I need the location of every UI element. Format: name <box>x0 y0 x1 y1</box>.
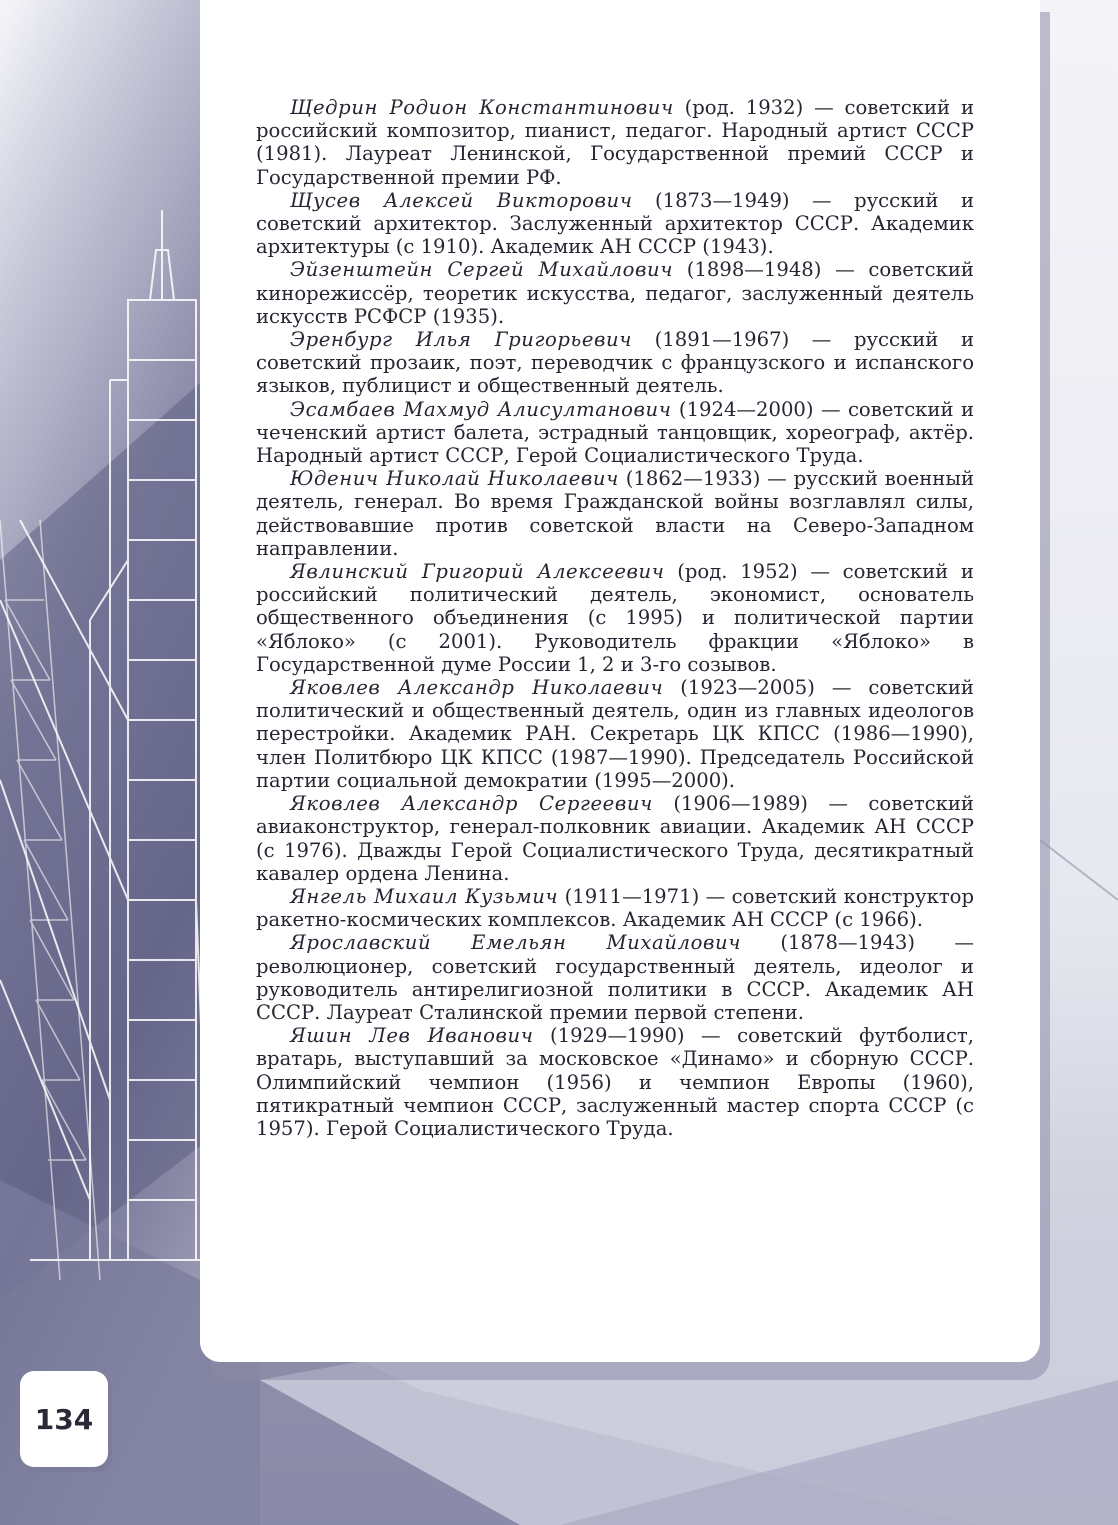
entry-yakovlev-as <box>256 792 974 885</box>
entry-text: (1929—1990) — советский футболист, вратарь, выступавший за московское «Динамо» и сборную СССР. Олимпийский чемпион (1956) и чемпион Европы (1960), пятикратный чемпион СССР, заслуженный мастер спорта СССР (с 1957). Герой Социалистического Труда. <box>256 1024 974 1140</box>
entry-text: (1906—1989) — советский авиаконструктор, генерал-полковник авиации. Академик АН СССР (с 1976). Дважды Герой Социалистического Труда, десятикратный кавалер ордена Ленина. <box>256 792 974 885</box>
entry-text: (1898—1948) — советский кинорежиссёр, теоретик искусства, педагог, заслуженный деятель искусств РСФСР (1935). <box>256 258 974 328</box>
entry-name: Щедрин Родион Константинович <box>290 96 674 119</box>
entry-text: (род. 1932) — советский и российский композитор, пианист, педагог. Народный артист СССР (1981). Лауреат Ленинской, Государственной премий СССР и Государственной премии РФ. <box>256 96 975 189</box>
entry-eisenstein <box>256 258 974 328</box>
entry-text: (1924—2000) — советский и чеченский артист балета, эстрадный танцовщик, хореограф, актёр. Народный артист СССР, Герой Социалистического Труда. <box>256 397 974 468</box>
entry-text: (1873—1949) — русский и советский архитектор. Заслуженный архитектор СССР. Академик архитектуры (с 1910). Академик АН СССР (1943). <box>256 188 975 259</box>
entry-name: Эренбург Илья Григорьевич <box>290 328 633 352</box>
entry-name: Ярославский Емельян Михайлович <box>290 931 742 955</box>
entry-name: Яшин Лев Иванович <box>290 1024 534 1048</box>
entry-ehrenburg <box>256 328 974 398</box>
entry-yakovlev-an <box>256 676 974 792</box>
entry-yudenich <box>256 467 974 560</box>
entry-name: Яковлев Александр Николаевич <box>290 676 664 700</box>
entry-yashin <box>256 1024 974 1140</box>
entry-text: (1891—1967) — русский и советский прозаик, поэт, переводчик с французского и испанского языков, публицист и общественный деятель. <box>256 328 974 398</box>
entry-name: Явлинский Григорий Алексеевич <box>290 560 665 584</box>
entry-name: Янгель Михаил Кузьмич <box>290 884 559 908</box>
entry-name: Щусев Алексей Викторович <box>290 188 633 212</box>
entry-text: (род. 1952) — советский и российский политический деятель, экономист, основатель общественного объединения (с 1995) и политической партии «Яблоко» (с 2001). Руководитель фракции «Яблоко» в Государственной думе России 1, 2 и 3-го созывов. <box>256 560 974 676</box>
entry-yavlinsky <box>256 560 974 676</box>
page-number-badge <box>20 1371 108 1467</box>
entry-esambaev <box>256 398 974 468</box>
entry-name: Яковлев Александр Сергеевич <box>290 792 653 816</box>
entry-shchedrin <box>256 96 974 189</box>
entry-name: Юденич Николай Николаевич <box>290 467 619 491</box>
entry-name: Эйзенштейн Сергей Михайлович <box>290 258 674 282</box>
entry-text: (1923—2005) — советский политический и общественный деятель, один из главных идеологов перестройки. Академик РАН. Секретарь ЦК КПСС (1986—1990), член Политбюро ЦК КПСС (1987—1990). Председатель Российской партии социальной демократии (1995—2000). <box>256 676 974 792</box>
entry-text: (1911—1971) — советский конструктор ракетно-космических комплексов. Академик АН СССР (с 1966). <box>256 884 975 932</box>
entry-yangel <box>256 885 974 931</box>
page-number: 134 <box>34 1402 94 1436</box>
entry-yaroslavsky <box>256 931 974 1024</box>
content-panel <box>200 0 1040 1362</box>
entry-text: (1862—1933) — русский военный деятель, генерал. Во время Гражданской войны возглавлял силы, действовавшие против советской власти на Северо-Западном направлении. <box>256 467 975 560</box>
entry-name: Эсамбаев Махмуд Алисултанович <box>290 397 672 421</box>
entry-text: (1878—1943) — революционер, советский государственный деятель, идеолог и руководитель антирелигиозной политики в СССР. Академик АН СССР. Лауреат Сталинской премии первой степени. <box>256 931 974 1024</box>
entry-shchusev <box>256 189 974 259</box>
